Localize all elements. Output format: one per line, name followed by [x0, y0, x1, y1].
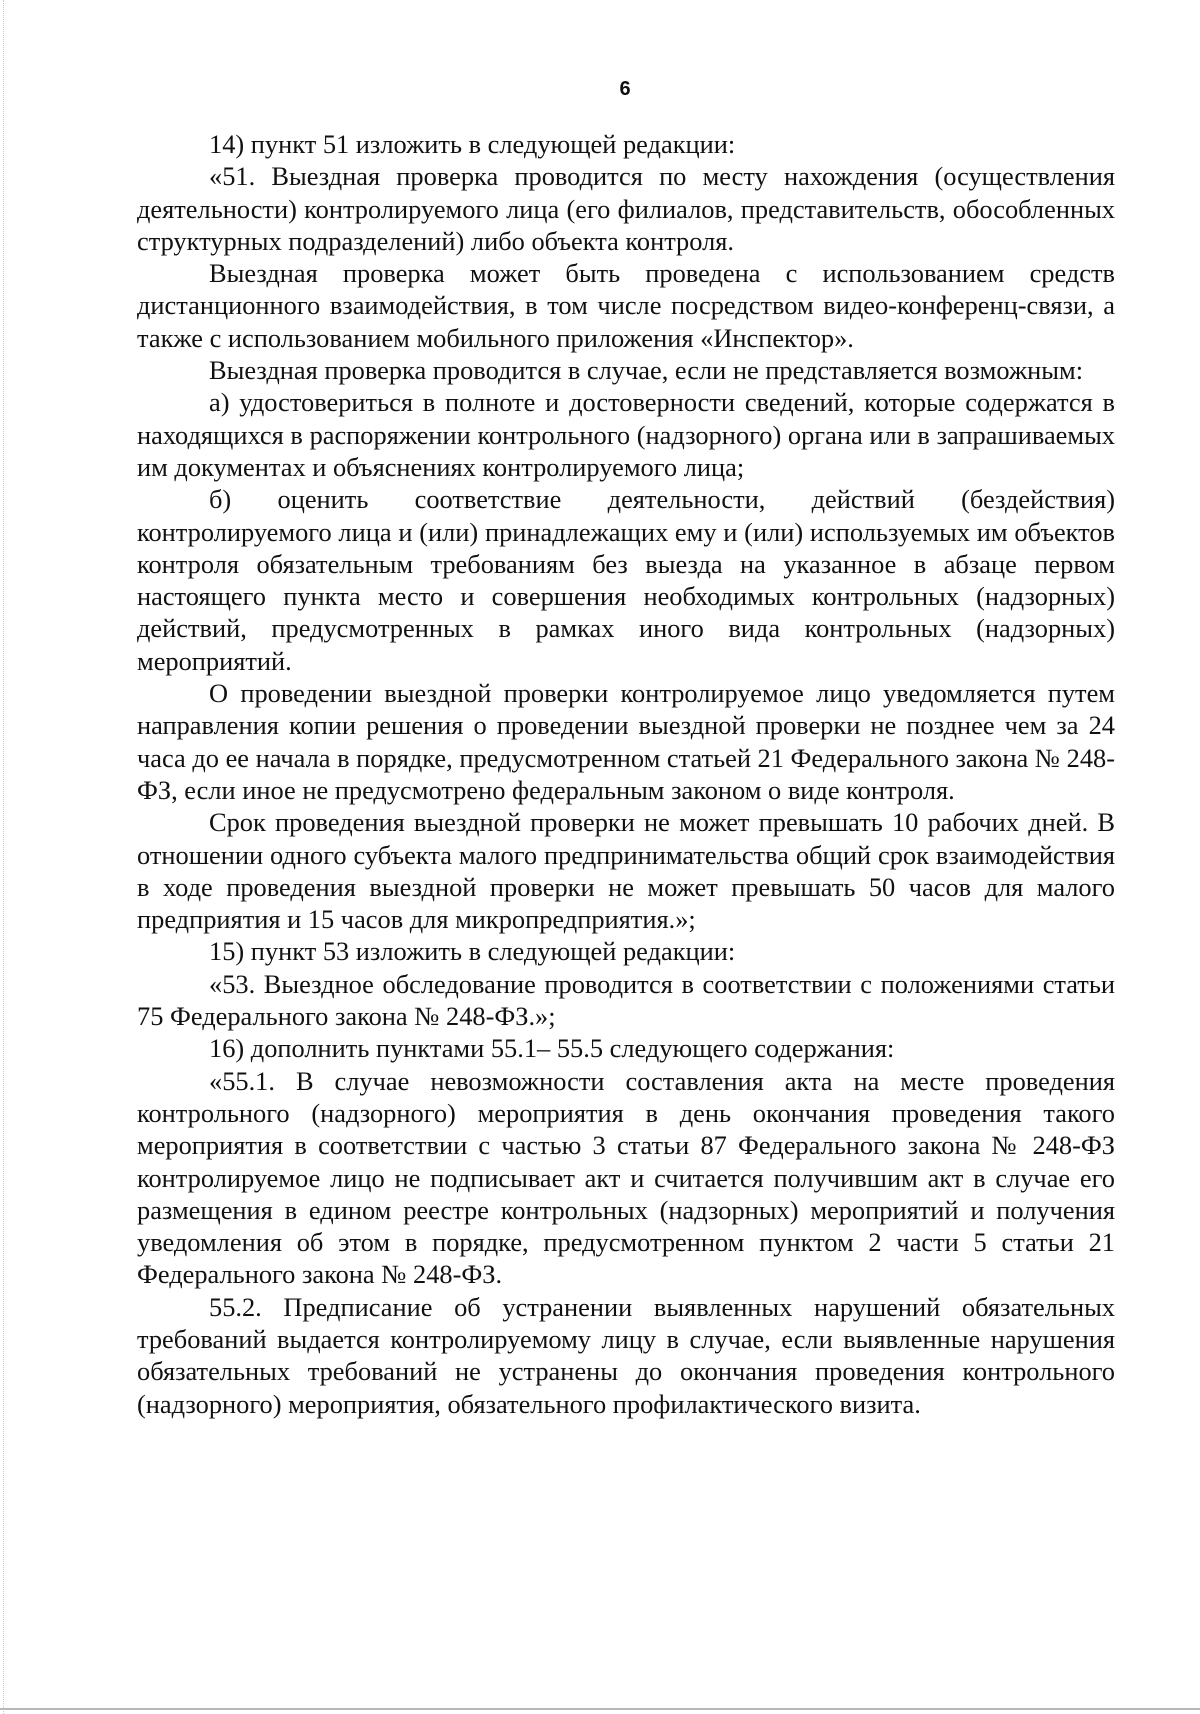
- page-number: 6: [619, 78, 631, 100]
- document-body: [137, 128, 1115, 1420]
- scan-edge-line-bottom: [0, 1708, 1200, 1710]
- paragraph-clause-55-1: «55.1. В случае невозможности составления акта на месте проведения контрольного (надзорного) мероприятия в день окончания проведения такого мероприятия в соответствии с частью 3 статьи 87 Федерального закона № 248-ФЗ контролируемое лицо не подписывает акт и считается получившим акт в случае его размещения в едином реестре контрольных (надзорных) мероприятий и получения уведомления об этом в порядке, предусмотренном пунктом 2 части 5 статьи 21 Федерального закона № 248-ФЗ.: [137, 1065, 1115, 1290]
- paragraph-clause-53: «53. Выездное обследование проводится в соответствии с положениями статьи 75 Федерального закона № 248-ФЗ.»;: [137, 968, 1115, 1032]
- scan-edge-line: [3, 0, 4, 1714]
- paragraph-item-16: 16) дополнить пунктами 55.1– 55.5 следующего содержания:: [209, 1033, 895, 1064]
- paragraph-duration: Срок проведения выездной проверки не может превышать 10 рабочих дней. В отношении одного субъекта малого предпринимательства общий срок взаимодействия в ходе проведения выездной проверки не может превышать 50 часов для малого предприятия и 15 часов для микропредприятия.»;: [137, 807, 1115, 935]
- paragraph-item-15: 15) пункт 53 изложить в следующей редакции:: [209, 936, 736, 967]
- paragraph-clause-51: «51. Выездная проверка проводится по месту нахождения (осуществления деятельности) контролируемого лица (его филиалов, представительств, обособленных структурных подразделений) либо объекта контроля.: [137, 161, 1115, 256]
- paragraph-item-14: 14) пункт 51 изложить в следующей редакции:: [209, 129, 736, 159]
- paragraph-clause-55-2: 55.2. Предписание об устранении выявленных нарушений обязательных требований выдается контролируемому лицу в случае, если выявленные нарушения обязательных требований не устранены до окончания проведения контрольного (надзорного) мероприятия, обязательного профилактического визита.: [137, 1291, 1115, 1419]
- paragraph-notification: О проведении выездной проверки контролируемое лицо уведомляется путем направления копии решения о проведении выездной проверки не позднее чем за 24 часа до ее начала в порядке, предусмотренном статьей 21 Федерального закона № 248-ФЗ, если иное не предусмотрено федеральным законом о виде контроля.: [137, 678, 1115, 805]
- paragraph-remote-interaction: Выездная проверка может быть проведена с использованием средств дистанционного взаимодействия, в том числе посредством видео-конференц-связи, а также с использованием мобильного приложения «Инспектор».: [137, 258, 1115, 353]
- paragraph-condition-b: б) оценить соответствие деятельности, действий (бездействия) контролируемого лица и (или) принадлежащих ему и (или) используемых им объектов контроля обязательным требованиям без выезда на указанное в абзаце первом настоящего пункта место и совершения необходимых контрольных (надзорных) действий, предусмотренных в рамках иного вида контрольных (надзорных) мероприятий.: [137, 484, 1115, 676]
- paragraph-conditions-intro: Выездная проверка проводится в случае, если не представляется возможным:: [209, 355, 1084, 386]
- paragraph-condition-a: а) удостовериться в полноте и достоверности сведений, которые содержатся в находящихся в распоряжении контрольного (надзорного) органа или в запрашиваемых им документах и объяснениях контролируемого лица;: [137, 387, 1115, 482]
